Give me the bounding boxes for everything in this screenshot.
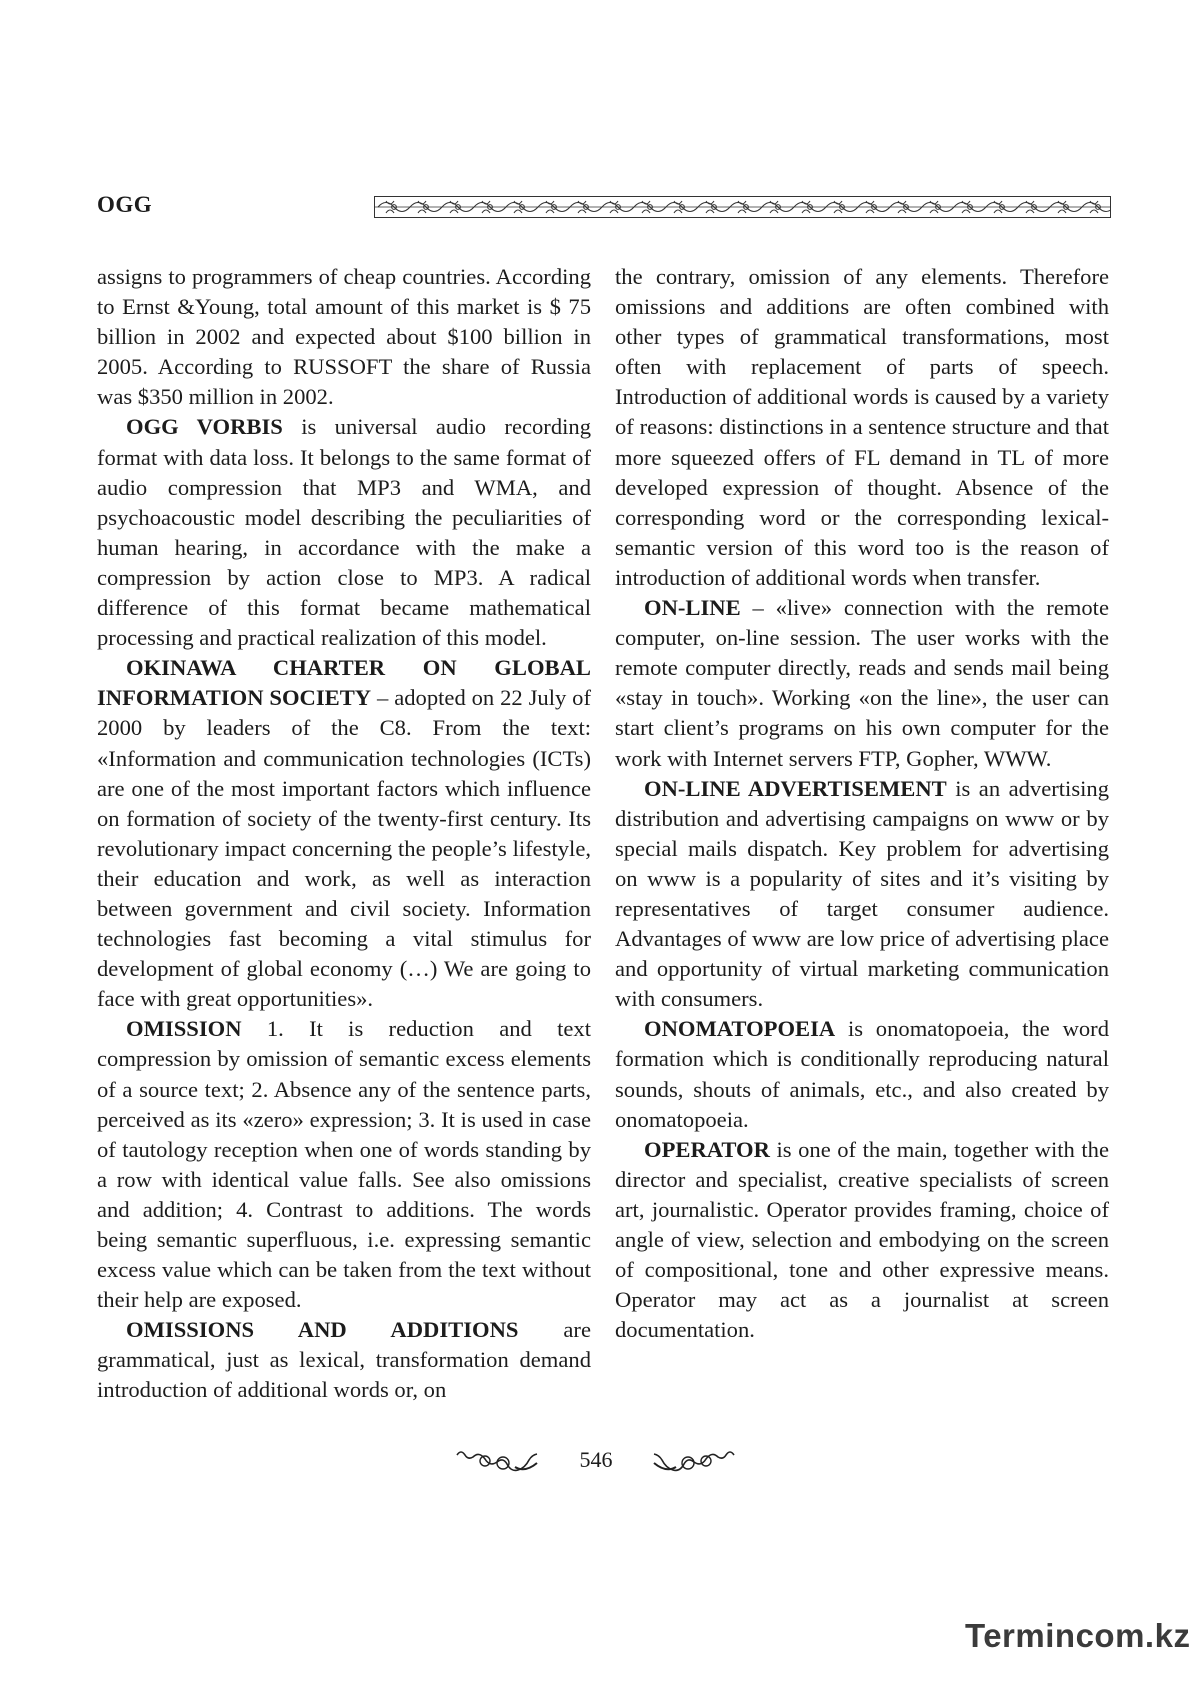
continuation-paragraph (97, 262, 591, 412)
entry-text: is universal audio recording format with data loss. It belongs to the same format of audio compression that MP3 and WMA, and psychoacoustic model describing the peculiarities of human hearing, in accordance with the make a compression by action close to MP3. A radical difference of this format became mathematical processing and practical realization of this model. (97, 414, 591, 651)
dictionary-entry-on-line-advertisement (615, 774, 1109, 1015)
entry-text: is onomatopoeia, the word formation which is conditionally reproducing natural sounds, shouts of animals, etc., and also created by onomatopoeia. (615, 1016, 1109, 1132)
dictionary-entry-okinawa-charter (97, 653, 591, 1014)
dictionary-entry-operator (615, 1135, 1109, 1346)
entry-text: – «live» connection with the remote computer, on-line session. The user works with the remote computer directly, reads and sends mail being «stay in touch». Working «on the line», the user can start client’s programs on his own computer for the work with Internet servers FTP, Gopher, WWW. (615, 595, 1109, 771)
left-flourish-icon (455, 1447, 541, 1475)
entry-term: OKINAWA CHARTER ON GLOBAL INFORMATION SOCIETY (97, 655, 591, 711)
continuation-paragraph (615, 262, 1109, 593)
entry-term: OMISSION (126, 1016, 242, 1042)
page-footer (0, 1443, 1191, 1479)
right-flourish-icon (650, 1447, 736, 1475)
ornamental-border-icon (374, 196, 1111, 218)
section-heading: OGG (97, 192, 153, 217)
entry-text: the contrary, omission of any elements. Therefore omissions and additions are often combined with other types of grammatical transformations, most often with replacement of parts of speech. Introduction of additional words is caused by a variety of reasons: distinctions in a sentence structure and that more squeezed offers of FL demand in TL of more developed expression of thought. Absence of the corresponding word or the corresponding lexical-semantic version of this word too is the reason of introduction of additional words when transfer. (615, 264, 1109, 590)
entry-text: is an advertising distribution and advertising campaigns on www or by special mails dispatch. Key problem for advertising on www is a popularity of sites and it’s visiting by representatives of target consumer audience. Advantages of www are low price of advertising place and opportunity of virtual marketing communication with consumers. (615, 775, 1109, 1012)
dictionary-entry-onomatopoeia (615, 1014, 1109, 1134)
entry-text: – adopted on 22 July of 2000 by leaders of the C8. From the text: «Information and communication technologies (ICTs) are one of the most important factors which influence on formation of society of the twenty-first century. Its revolutionary impact concerning the people’s lifestyle, their education and work, as well as interaction between government and civil society. Information technologies fast becoming a vital stimulus for development of global economy (…) We are going to face with great opportunities». (97, 685, 591, 1012)
site-watermark: Termincom.kz (965, 1617, 1191, 1654)
dictionary-entry-omissions-and-additions (97, 1315, 591, 1405)
page-number: 546 (579, 1447, 613, 1472)
entry-text: assigns to programmers of cheap countries. According to Ernst &Young, total amount of this market is $ 75 billion in 2002 and expected about $100 billion in 2005. According to RUSSOFT the share of Russia was $350 million in 2002. (97, 264, 591, 410)
entry-term: OPERATOR (644, 1136, 770, 1162)
entry-term: ON-LINE ADVERTISEMENT (644, 775, 947, 801)
entry-text: are grammatical, just as lexical, transformation demand introduction of additional words or, on (97, 1317, 591, 1403)
entry-term: OMISSIONS AND ADDITIONS (126, 1317, 519, 1343)
left-column (97, 262, 591, 1406)
entry-text: is one of the main, together with the director and specialist, creative specialists of screen art, journalistic. Operator provides framing, choice of angle of view, selection and embodying on the screen of compositional, tone and other expressive means. Operator may act as a journalist at screen documentation. (615, 1136, 1109, 1343)
right-column (615, 262, 1109, 1345)
dictionary-entry-ogg-vorbis (97, 412, 591, 653)
entry-term: ONOMATOPOEIA (644, 1016, 836, 1042)
entry-text: 1. It is reduction and text compression by omission of semantic excess elements of a source text; 2. Absence any of the sentence parts, perceived as its «zero» expression; 3. It is used in case of tautology reception when one of words standing by a row with identical value falls. See also omissions and addition; 4. Contrast to additions. The words being semantic superfluous, i.e. expressing semantic excess value which can be taken from the text without their help are exposed. (97, 1016, 591, 1313)
dictionary-entry-on-line (615, 593, 1109, 774)
entry-term: ON-LINE (644, 595, 741, 621)
entry-term: OGG VORBIS (126, 414, 283, 440)
dictionary-entry-omission (97, 1014, 591, 1315)
